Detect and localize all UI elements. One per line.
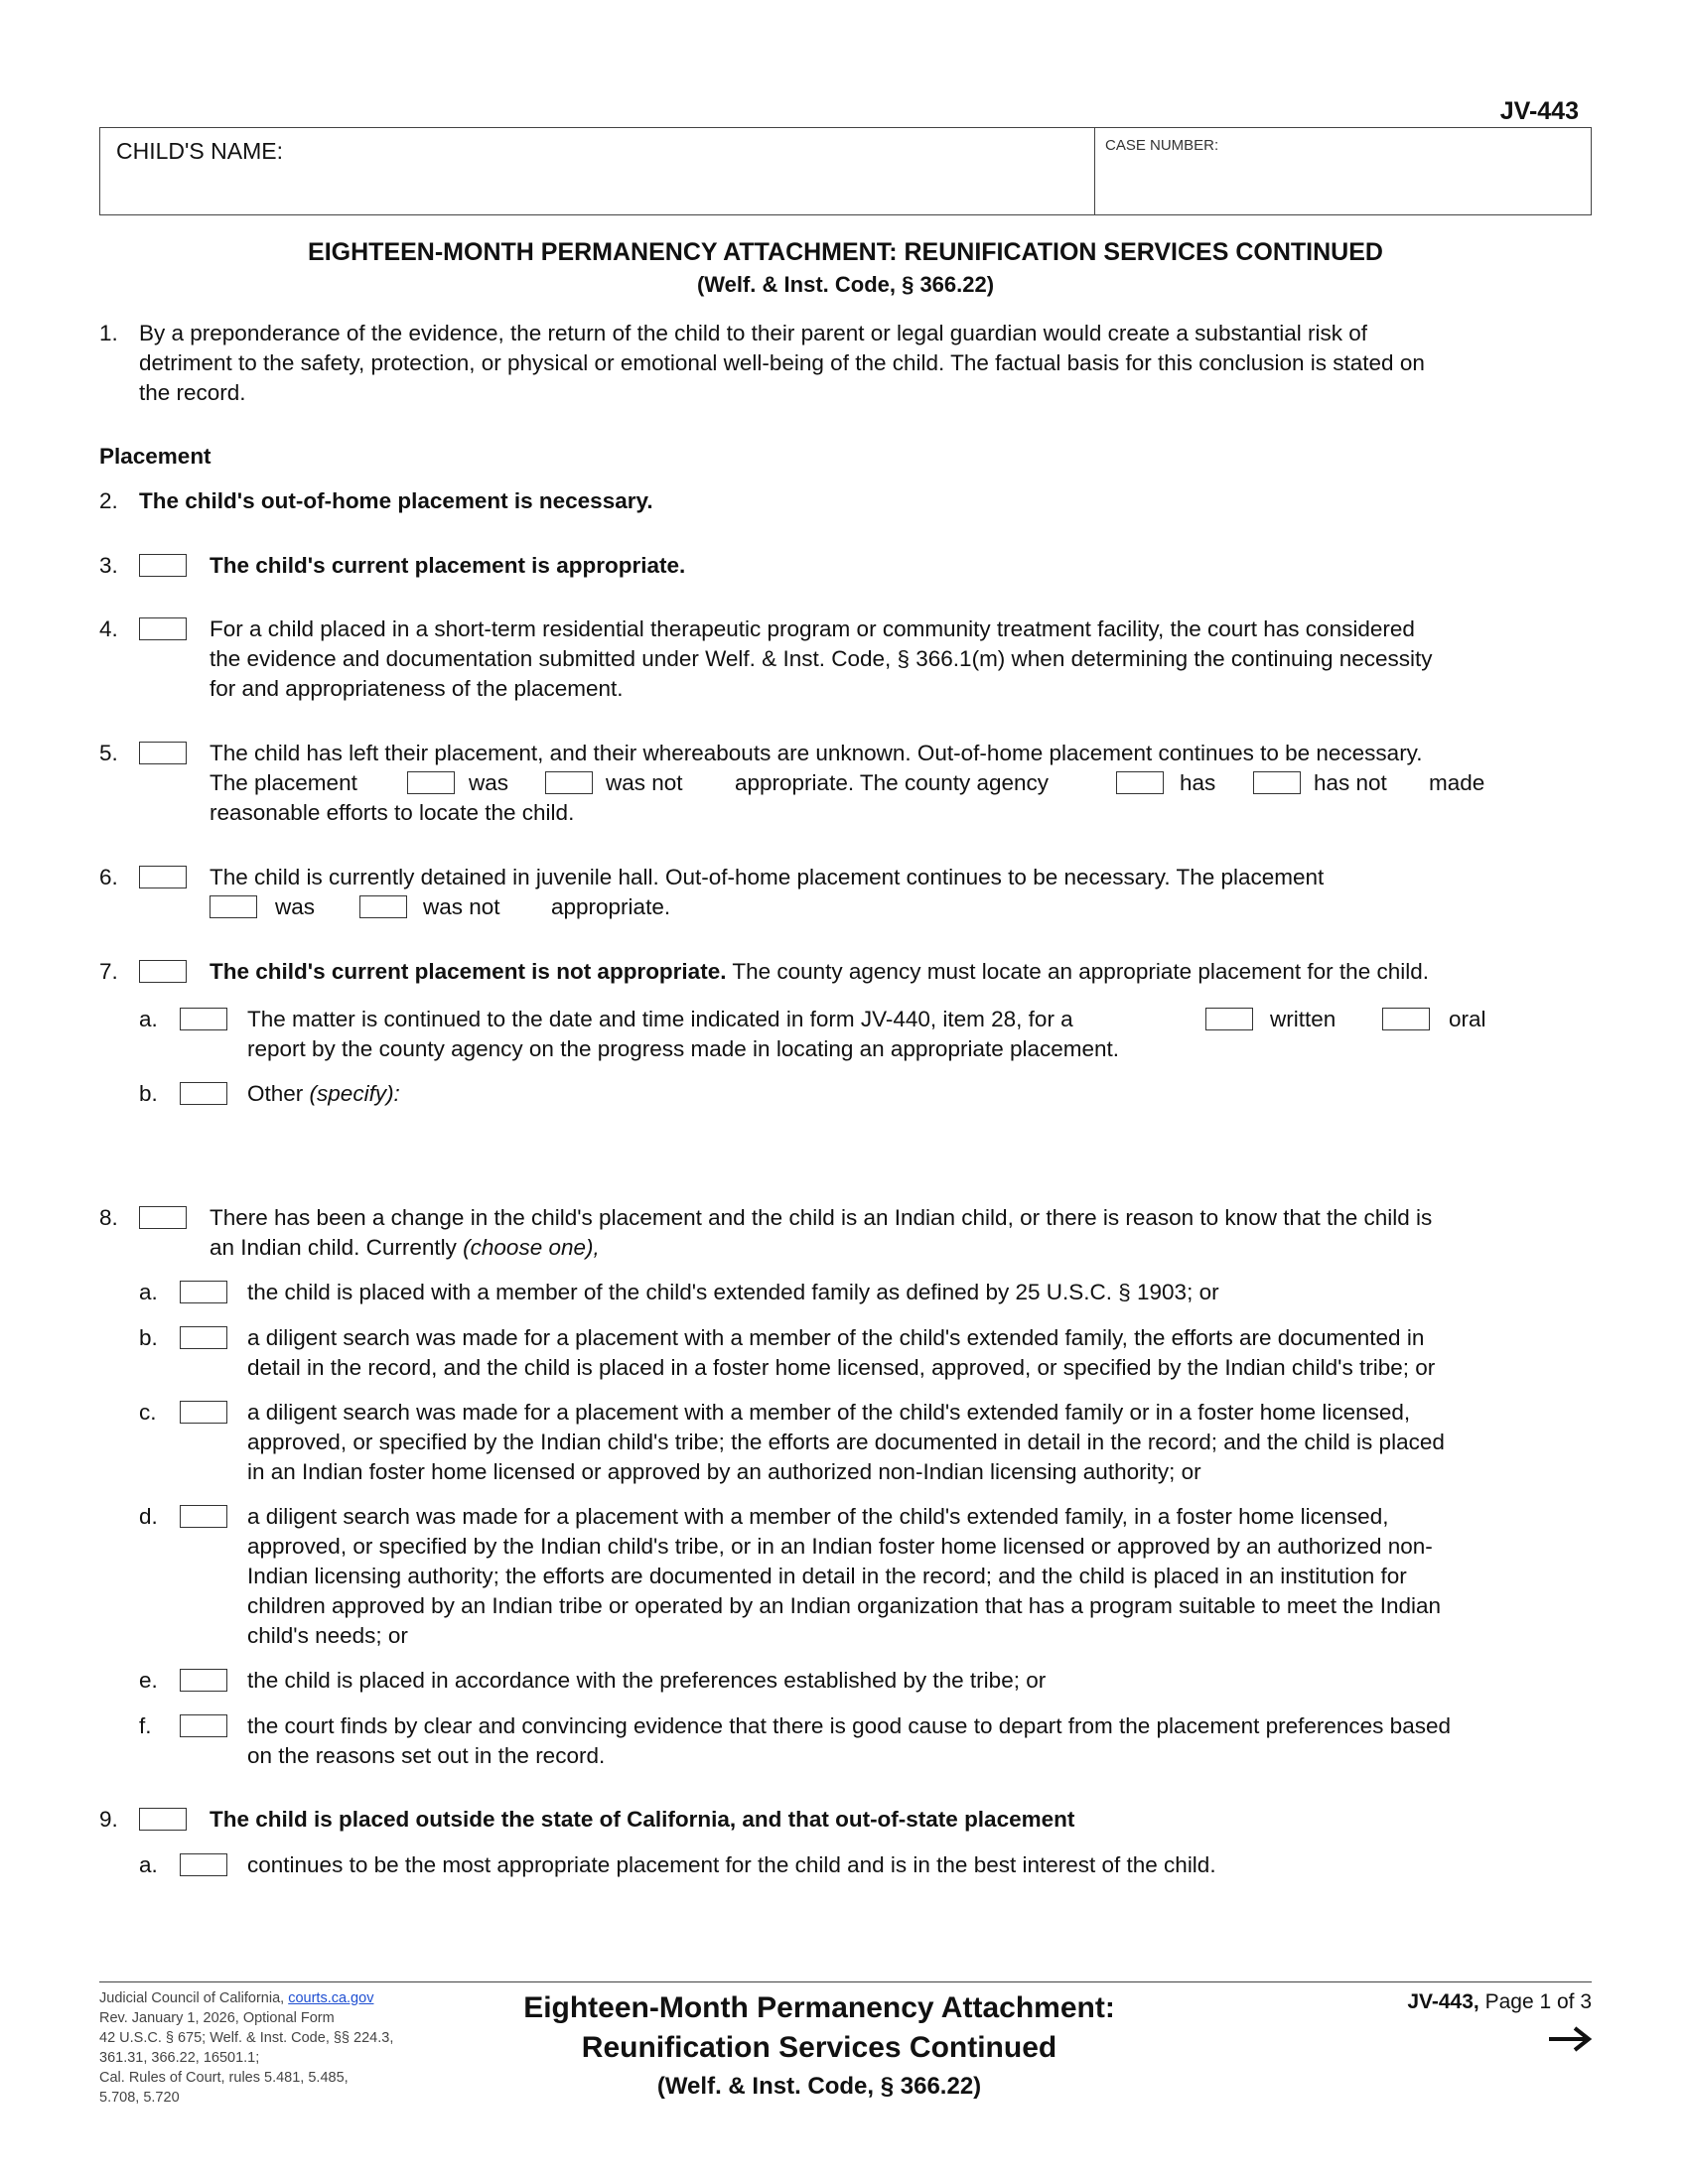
footer-divider bbox=[99, 1981, 1592, 1982]
item-5-number: 5. bbox=[99, 741, 118, 765]
item-5-made-label: made bbox=[1429, 770, 1485, 795]
item-7a-checkbox[interactable] bbox=[180, 1008, 227, 1030]
footer-citation-line-6: 5.708, 5.720 bbox=[99, 2090, 180, 2106]
form-number: JV-443 bbox=[1499, 97, 1579, 125]
item-9-text: The child is placed outside the state of California, and that out-of-state placement bbox=[210, 1807, 1075, 1832]
item-7-checkbox[interactable] bbox=[139, 960, 187, 983]
item-7-number: 7. bbox=[99, 959, 118, 984]
item-7b-checkbox[interactable] bbox=[180, 1082, 227, 1105]
item-8-checkbox[interactable] bbox=[139, 1206, 187, 1229]
item-8b-checkbox[interactable] bbox=[180, 1326, 227, 1349]
item-8-line-1: There has been a change in the child's placement and the child is an Indian child, or there is reason to know that the child is bbox=[210, 1205, 1433, 1230]
item-8c-line-3: in an Indian foster home licensed or approved by an authorized non-Indian licensing authority; or bbox=[247, 1459, 1201, 1484]
item-8e-letter: e. bbox=[139, 1668, 158, 1693]
item-3-number: 3. bbox=[99, 553, 118, 578]
item-8a-letter: a. bbox=[139, 1280, 158, 1304]
item-8b-line-1: a diligent search was made for a placement with a member of the child's extended family, the efforts are documented in bbox=[247, 1325, 1425, 1350]
item-7a-oral-label: oral bbox=[1449, 1007, 1486, 1031]
item-8-choose-one: (choose one), bbox=[463, 1235, 600, 1260]
child-name-label: CHILD'S NAME: bbox=[116, 138, 283, 164]
item-8a-line-1: the child is placed with a member of the child's extended family as defined by 25 U.S.C. § 1903; or bbox=[247, 1280, 1219, 1304]
item-5-line-1: The child has left their placement, and their whereabouts are unknown. Out-of-home placement continues to be necessary. bbox=[210, 741, 1423, 765]
item-8e-line-1: the child is placed in accordance with the preferences established by the tribe; or bbox=[247, 1668, 1047, 1693]
page-title: EIGHTEEN-MONTH PERMANENCY ATTACHMENT: REUNIFICATION SERVICES CONTINUED bbox=[308, 238, 1383, 266]
footer-form-number: JV-443, bbox=[1407, 1990, 1479, 2013]
item-4-line-1: For a child placed in a short-term residential therapeutic program or community treatment facility, the court has considered bbox=[210, 616, 1415, 641]
item-5-has-checkbox[interactable] bbox=[1116, 771, 1164, 794]
item-8-number: 8. bbox=[99, 1205, 118, 1230]
footer-title-line-1: Eighteen-Month Permanency Attachment: bbox=[523, 1991, 1115, 2024]
item-6-was-label: was bbox=[275, 894, 316, 919]
page-subtitle-code: (Welf. & Inst. Code, § 366.22) bbox=[696, 272, 995, 297]
item-8c-line-2: approved, or specified by the Indian child's tribe; the efforts are documented in detail in the record; and the child is placed bbox=[247, 1430, 1445, 1454]
item-8b-line-2: detail in the record, and the child is placed in a foster home licensed, approved, or specified by the Indian child's tribe; or bbox=[247, 1355, 1436, 1380]
item-7a-letter: a. bbox=[139, 1007, 158, 1031]
item-7a-line-2: report by the county agency on the progress made in locating an appropriate placement. bbox=[247, 1036, 1120, 1061]
footer-citation-line-4: 361.31, 366.22, 16501.1; bbox=[99, 2050, 260, 2066]
item-7-rest-text: The county agency must locate an appropriate placement for the child. bbox=[732, 959, 1429, 984]
item-7b-text bbox=[247, 1079, 400, 1109]
item-9a-line-1: continues to be the most appropriate placement for the child and is in the best interest of the child. bbox=[247, 1852, 1216, 1877]
item-7a-oral-checkbox[interactable] bbox=[1382, 1008, 1430, 1030]
courts-link[interactable]: courts.ca.gov bbox=[288, 1990, 374, 2006]
item-7a-line-1: The matter is continued to the date and time indicated in form JV-440, item 28, for a bbox=[247, 1007, 1073, 1031]
item-4-line-2: the evidence and documentation submitted under Welf. & Inst. Code, § 366.1(m) when determining the continuing necessity bbox=[210, 646, 1433, 671]
item-7a-written-label: written bbox=[1270, 1007, 1336, 1031]
item-2-text: The child's out-of-home placement is necessary. bbox=[139, 488, 653, 513]
item-7b-specify-label: (specify): bbox=[309, 1081, 400, 1106]
footer-title-line-2: Reunification Services Continued bbox=[581, 2031, 1057, 2064]
footer-citation-line-2: Rev. January 1, 2026, Optional Form bbox=[99, 2010, 335, 2026]
footer-title bbox=[496, 1988, 1142, 2106]
item-6-was-not-label: was not bbox=[423, 894, 500, 919]
item-4-checkbox[interactable] bbox=[139, 617, 187, 640]
footer-citation-line-1 bbox=[99, 1988, 393, 2008]
item-1-number: 1. bbox=[99, 321, 118, 345]
footer-page-info bbox=[1407, 1990, 1592, 2014]
item-5-was-label: was bbox=[469, 770, 509, 795]
item-8c-checkbox[interactable] bbox=[180, 1401, 227, 1424]
item-5-appropriate-agency: appropriate. The county agency bbox=[735, 770, 1050, 795]
item-1-line-2: detriment to the safety, protection, or physical or emotional well-being of the child. The factual basis for this conclusion is stated on bbox=[139, 350, 1425, 375]
item-4-number: 4. bbox=[99, 616, 118, 641]
item-3-checkbox[interactable] bbox=[139, 554, 187, 577]
item-2-number: 2. bbox=[99, 488, 118, 513]
footer-page-number: Page 1 of 3 bbox=[1484, 1990, 1592, 2013]
header-divider bbox=[1094, 128, 1095, 214]
footer-title-line-3: (Welf. & Inst. Code, § 366.22) bbox=[656, 2073, 982, 2100]
item-8d-line-2: approved, or specified by the Indian child's tribe, or in an Indian foster home licensed or approved by an authorized non- bbox=[247, 1534, 1433, 1559]
item-9-number: 9. bbox=[99, 1807, 118, 1832]
item-8a-checkbox[interactable] bbox=[180, 1281, 227, 1303]
item-5-placement-label: The placement bbox=[210, 770, 357, 795]
item-9-checkbox[interactable] bbox=[139, 1808, 187, 1831]
item-5-was-not-label: was not bbox=[606, 770, 683, 795]
item-7a-written-checkbox[interactable] bbox=[1205, 1008, 1253, 1030]
item-6-checkbox[interactable] bbox=[139, 866, 187, 888]
item-8f-checkbox[interactable] bbox=[180, 1714, 227, 1737]
item-9a-checkbox[interactable] bbox=[180, 1853, 227, 1876]
item-5-was-not-checkbox[interactable] bbox=[545, 771, 593, 794]
footer-citation bbox=[99, 1988, 393, 2108]
item-7-text bbox=[210, 957, 1429, 987]
footer-citation-line-3: 42 U.S.C. § 675; Welf. & Inst. Code, §§ 224.3, bbox=[99, 2030, 394, 2046]
footer-citation-line-5: Cal. Rules of Court, rules 5.481, 5.485, bbox=[99, 2070, 349, 2086]
item-4-line-3: for and appropriateness of the placement. bbox=[210, 676, 624, 701]
item-6-line-1: The child is currently detained in juvenile hall. Out-of-home placement continues to be necessary. The placement bbox=[210, 865, 1325, 889]
item-8d-letter: d. bbox=[139, 1504, 158, 1529]
item-8e-checkbox[interactable] bbox=[180, 1669, 227, 1692]
item-8d-checkbox[interactable] bbox=[180, 1505, 227, 1528]
item-6-appropriate-label: appropriate. bbox=[551, 894, 671, 919]
item-5-has-not-checkbox[interactable] bbox=[1253, 771, 1301, 794]
item-8d-line-3: Indian licensing authority; the efforts are documented in detail in the record; and the child is placed in an institution for bbox=[247, 1564, 1407, 1588]
item-5-was-checkbox[interactable] bbox=[407, 771, 455, 794]
header-box bbox=[99, 127, 1592, 215]
item-8c-letter: c. bbox=[139, 1400, 157, 1425]
item-8f-line-2: on the reasons set out in the record. bbox=[247, 1743, 606, 1768]
item-8d-line-1: a diligent search was made for a placement with a member of the child's extended family, in a foster home licensed, bbox=[247, 1504, 1389, 1529]
item-9a-letter: a. bbox=[139, 1852, 158, 1877]
item-1-line-1: By a preponderance of the evidence, the return of the child to their parent or legal guardian would create a substantial risk of bbox=[139, 321, 1368, 345]
item-8b-letter: b. bbox=[139, 1325, 158, 1350]
item-8c-line-1: a diligent search was made for a placement with a member of the child's extended family or in a foster home licensed, bbox=[247, 1400, 1411, 1425]
item-8f-line-1: the court finds by clear and convincing evidence that there is good cause to depart from the placement preferences based bbox=[247, 1713, 1451, 1738]
item-8d-line-5: child's needs; or bbox=[247, 1623, 408, 1648]
next-page-arrow-icon[interactable] bbox=[1547, 2025, 1593, 2053]
item-8-line-2-text: an Indian child. Currently bbox=[210, 1235, 457, 1260]
item-7b-other-label: Other bbox=[247, 1081, 304, 1106]
item-6-was-checkbox[interactable] bbox=[210, 895, 257, 918]
item-8-line-2 bbox=[210, 1233, 600, 1263]
item-7b-letter: b. bbox=[139, 1081, 158, 1106]
placement-heading: Placement bbox=[99, 444, 211, 469]
item-8d-line-4: children approved by an Indian tribe or operated by an Indian organization that has a program suitable to meet the Indian bbox=[247, 1593, 1442, 1618]
item-7-bold-text: The child's current placement is not appropriate. bbox=[210, 959, 727, 984]
footer-council-label: Judicial Council of California, bbox=[99, 1990, 285, 2006]
item-1-line-3: the record. bbox=[139, 380, 246, 405]
item-6-was-not-checkbox[interactable] bbox=[359, 895, 407, 918]
item-8f-letter: f. bbox=[139, 1713, 152, 1738]
item-5-line-3: reasonable efforts to locate the child. bbox=[210, 800, 575, 825]
case-number-label: CASE NUMBER: bbox=[1105, 137, 1219, 154]
item-5-has-label: has bbox=[1180, 770, 1216, 795]
item-3-text: The child's current placement is appropriate. bbox=[210, 553, 686, 578]
item-5-checkbox[interactable] bbox=[139, 742, 187, 764]
item-6-number: 6. bbox=[99, 865, 118, 889]
item-5-has-not-label: has not bbox=[1314, 770, 1387, 795]
